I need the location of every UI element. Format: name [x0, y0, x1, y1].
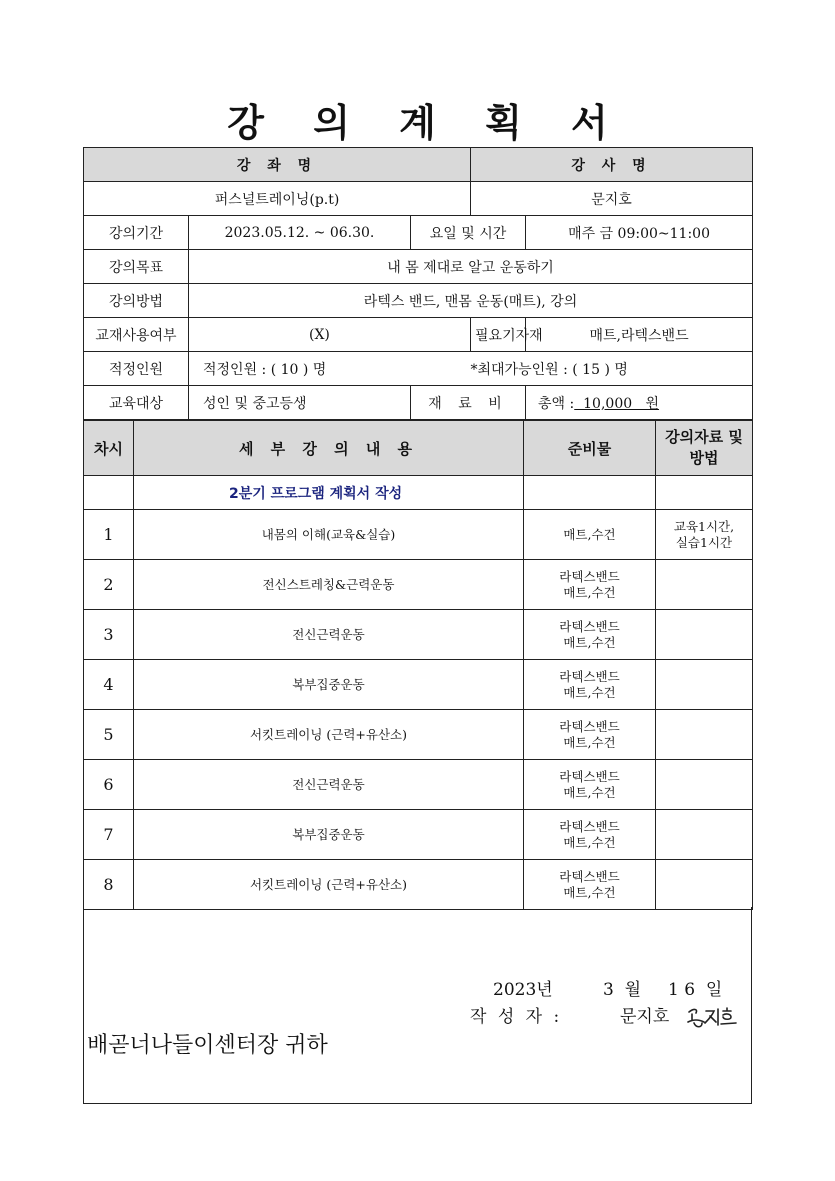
prep-line: 매트,수건: [563, 684, 616, 700]
session-material: [656, 560, 753, 610]
writer-line: [470, 1002, 669, 1027]
session-material: [656, 660, 753, 710]
fee-label: 재 료 비: [411, 386, 526, 420]
table-row: [84, 860, 753, 910]
session-material: [656, 510, 753, 560]
session-prep: [524, 510, 656, 560]
day-time-label: 요일 및 시간: [411, 216, 526, 250]
session-num: 7: [84, 810, 134, 860]
session-material-header: 강의자료 및 방법: [656, 421, 753, 476]
target-label: 교육대상: [84, 386, 189, 420]
intro-row-text: 2분기 프로그램 계획서 작성: [134, 476, 524, 510]
session-content: 전신근력운동: [134, 760, 524, 810]
session-material: [656, 760, 753, 810]
table-row: [84, 560, 753, 610]
session-content: 서킷트레이닝 (근력+유산소): [134, 710, 524, 760]
textbook-label: 교재사용여부: [84, 318, 189, 352]
session-num: 3: [84, 610, 134, 660]
session-content: 전신스트레칭&근력운동: [134, 560, 524, 610]
course-name-value: 퍼스널트레이닝(p.t): [84, 182, 471, 216]
writer-name: 문지호: [620, 1007, 670, 1027]
method-label: 강의방법: [84, 284, 189, 318]
prep-line: 매트,수건: [563, 634, 616, 650]
goal-value: 내 몸 제대로 알고 운동하기: [189, 250, 753, 284]
session-content: 복부집중운동: [134, 660, 524, 710]
prep-line: 매트,수건: [563, 884, 616, 900]
material-line: 교육1시간,: [673, 518, 735, 534]
intro-prep: [524, 476, 656, 510]
session-material: [656, 610, 753, 660]
course-info-table: [83, 147, 753, 420]
prep-line: 매트,수건: [563, 784, 616, 800]
session-num: 1: [84, 510, 134, 560]
session-num: 5: [84, 710, 134, 760]
session-content-header: 세 부 강 의 내 용: [134, 421, 524, 476]
method-value: 라텍스 밴드, 맨몸 운동(매트), 강의: [189, 284, 753, 318]
day-time-value: 매주 금 09:00~11:00: [526, 216, 753, 250]
session-prep: [524, 710, 656, 760]
fee-prefix: 총액 :: [538, 395, 575, 412]
session-material: [656, 860, 753, 910]
writer-label: 작 성 자 :: [470, 1007, 563, 1027]
table-row: [84, 610, 753, 660]
intro-num: [84, 476, 134, 510]
equipment-label: 필요기자재: [471, 318, 526, 352]
period-label: 강의기간: [84, 216, 189, 250]
session-plan-table: [83, 420, 753, 910]
capacity-value: 적정인원 : ( 10 ) 명: [189, 352, 411, 386]
table-row: [84, 710, 753, 760]
period-value: 2023.05.12. ~ 06.30.: [189, 216, 411, 250]
max-capacity-value: *최대가능인원 : ( 15 ) 명: [411, 352, 753, 386]
fee-amount: 10,000 원: [574, 395, 660, 412]
date-month: 3 월: [603, 980, 642, 1000]
date-year: 2023년: [493, 980, 553, 1000]
prep-line: 라텍스밴드: [559, 718, 620, 734]
session-content: 복부집중운동: [134, 810, 524, 860]
session-content: 서킷트레이닝 (근력+유산소): [134, 860, 524, 910]
intro-material: [656, 476, 753, 510]
document-title: 강 의 계 획 서: [227, 101, 626, 145]
session-num: 2: [84, 560, 134, 610]
prep-line: 라텍스밴드: [559, 818, 620, 834]
addressee: 배곧너나들이센터장 귀하: [87, 1033, 328, 1058]
session-prep: [524, 660, 656, 710]
session-prep-header: 준비물: [524, 421, 656, 476]
course-name-label: 강 좌 명: [84, 148, 471, 182]
session-num: 6: [84, 760, 134, 810]
prep-line: 매트,수건: [563, 734, 616, 750]
session-num: 4: [84, 660, 134, 710]
target-value: 성인 및 중고등생: [189, 386, 411, 420]
prep-line: 라텍스밴드: [559, 668, 620, 684]
prep-line: 라텍스밴드: [559, 568, 620, 584]
prep-line: 라텍스밴드: [559, 618, 620, 634]
instructor-name-label: 강 사 명: [471, 148, 753, 182]
date-day: 1 6 일: [668, 980, 723, 1000]
instructor-name-value: 문지호: [471, 182, 753, 216]
session-prep: [524, 610, 656, 660]
session-material: [656, 810, 753, 860]
date-line: [493, 975, 722, 1000]
equipment-value: 매트,라텍스밴드: [526, 318, 753, 352]
goal-label: 강의목표: [84, 250, 189, 284]
session-content: 내몸의 이해(교육&실습): [134, 510, 524, 560]
prep-line: 매트,수건: [563, 584, 616, 600]
prep-line: 라텍스밴드: [559, 768, 620, 784]
prep-line: 매트,수건: [563, 834, 616, 850]
session-num-header: 차시: [84, 421, 134, 476]
material-line: 실습1시간: [675, 534, 733, 550]
session-num: 8: [84, 860, 134, 910]
session-prep: [524, 560, 656, 610]
table-row: [84, 760, 753, 810]
session-content: 전신근력운동: [134, 610, 524, 660]
prep-line: 라텍스밴드: [559, 868, 620, 884]
fee-value: [526, 386, 753, 420]
table-row: [84, 510, 753, 560]
session-material: [656, 710, 753, 760]
session-prep: [524, 860, 656, 910]
textbook-value: (X): [189, 318, 471, 352]
session-prep: [524, 810, 656, 860]
capacity-label: 적정인원: [84, 352, 189, 386]
session-prep: [524, 760, 656, 810]
signature-image: [686, 1004, 738, 1030]
table-row: [84, 660, 753, 710]
table-row: [84, 810, 753, 860]
prep-line: 매트,수건: [563, 526, 616, 542]
